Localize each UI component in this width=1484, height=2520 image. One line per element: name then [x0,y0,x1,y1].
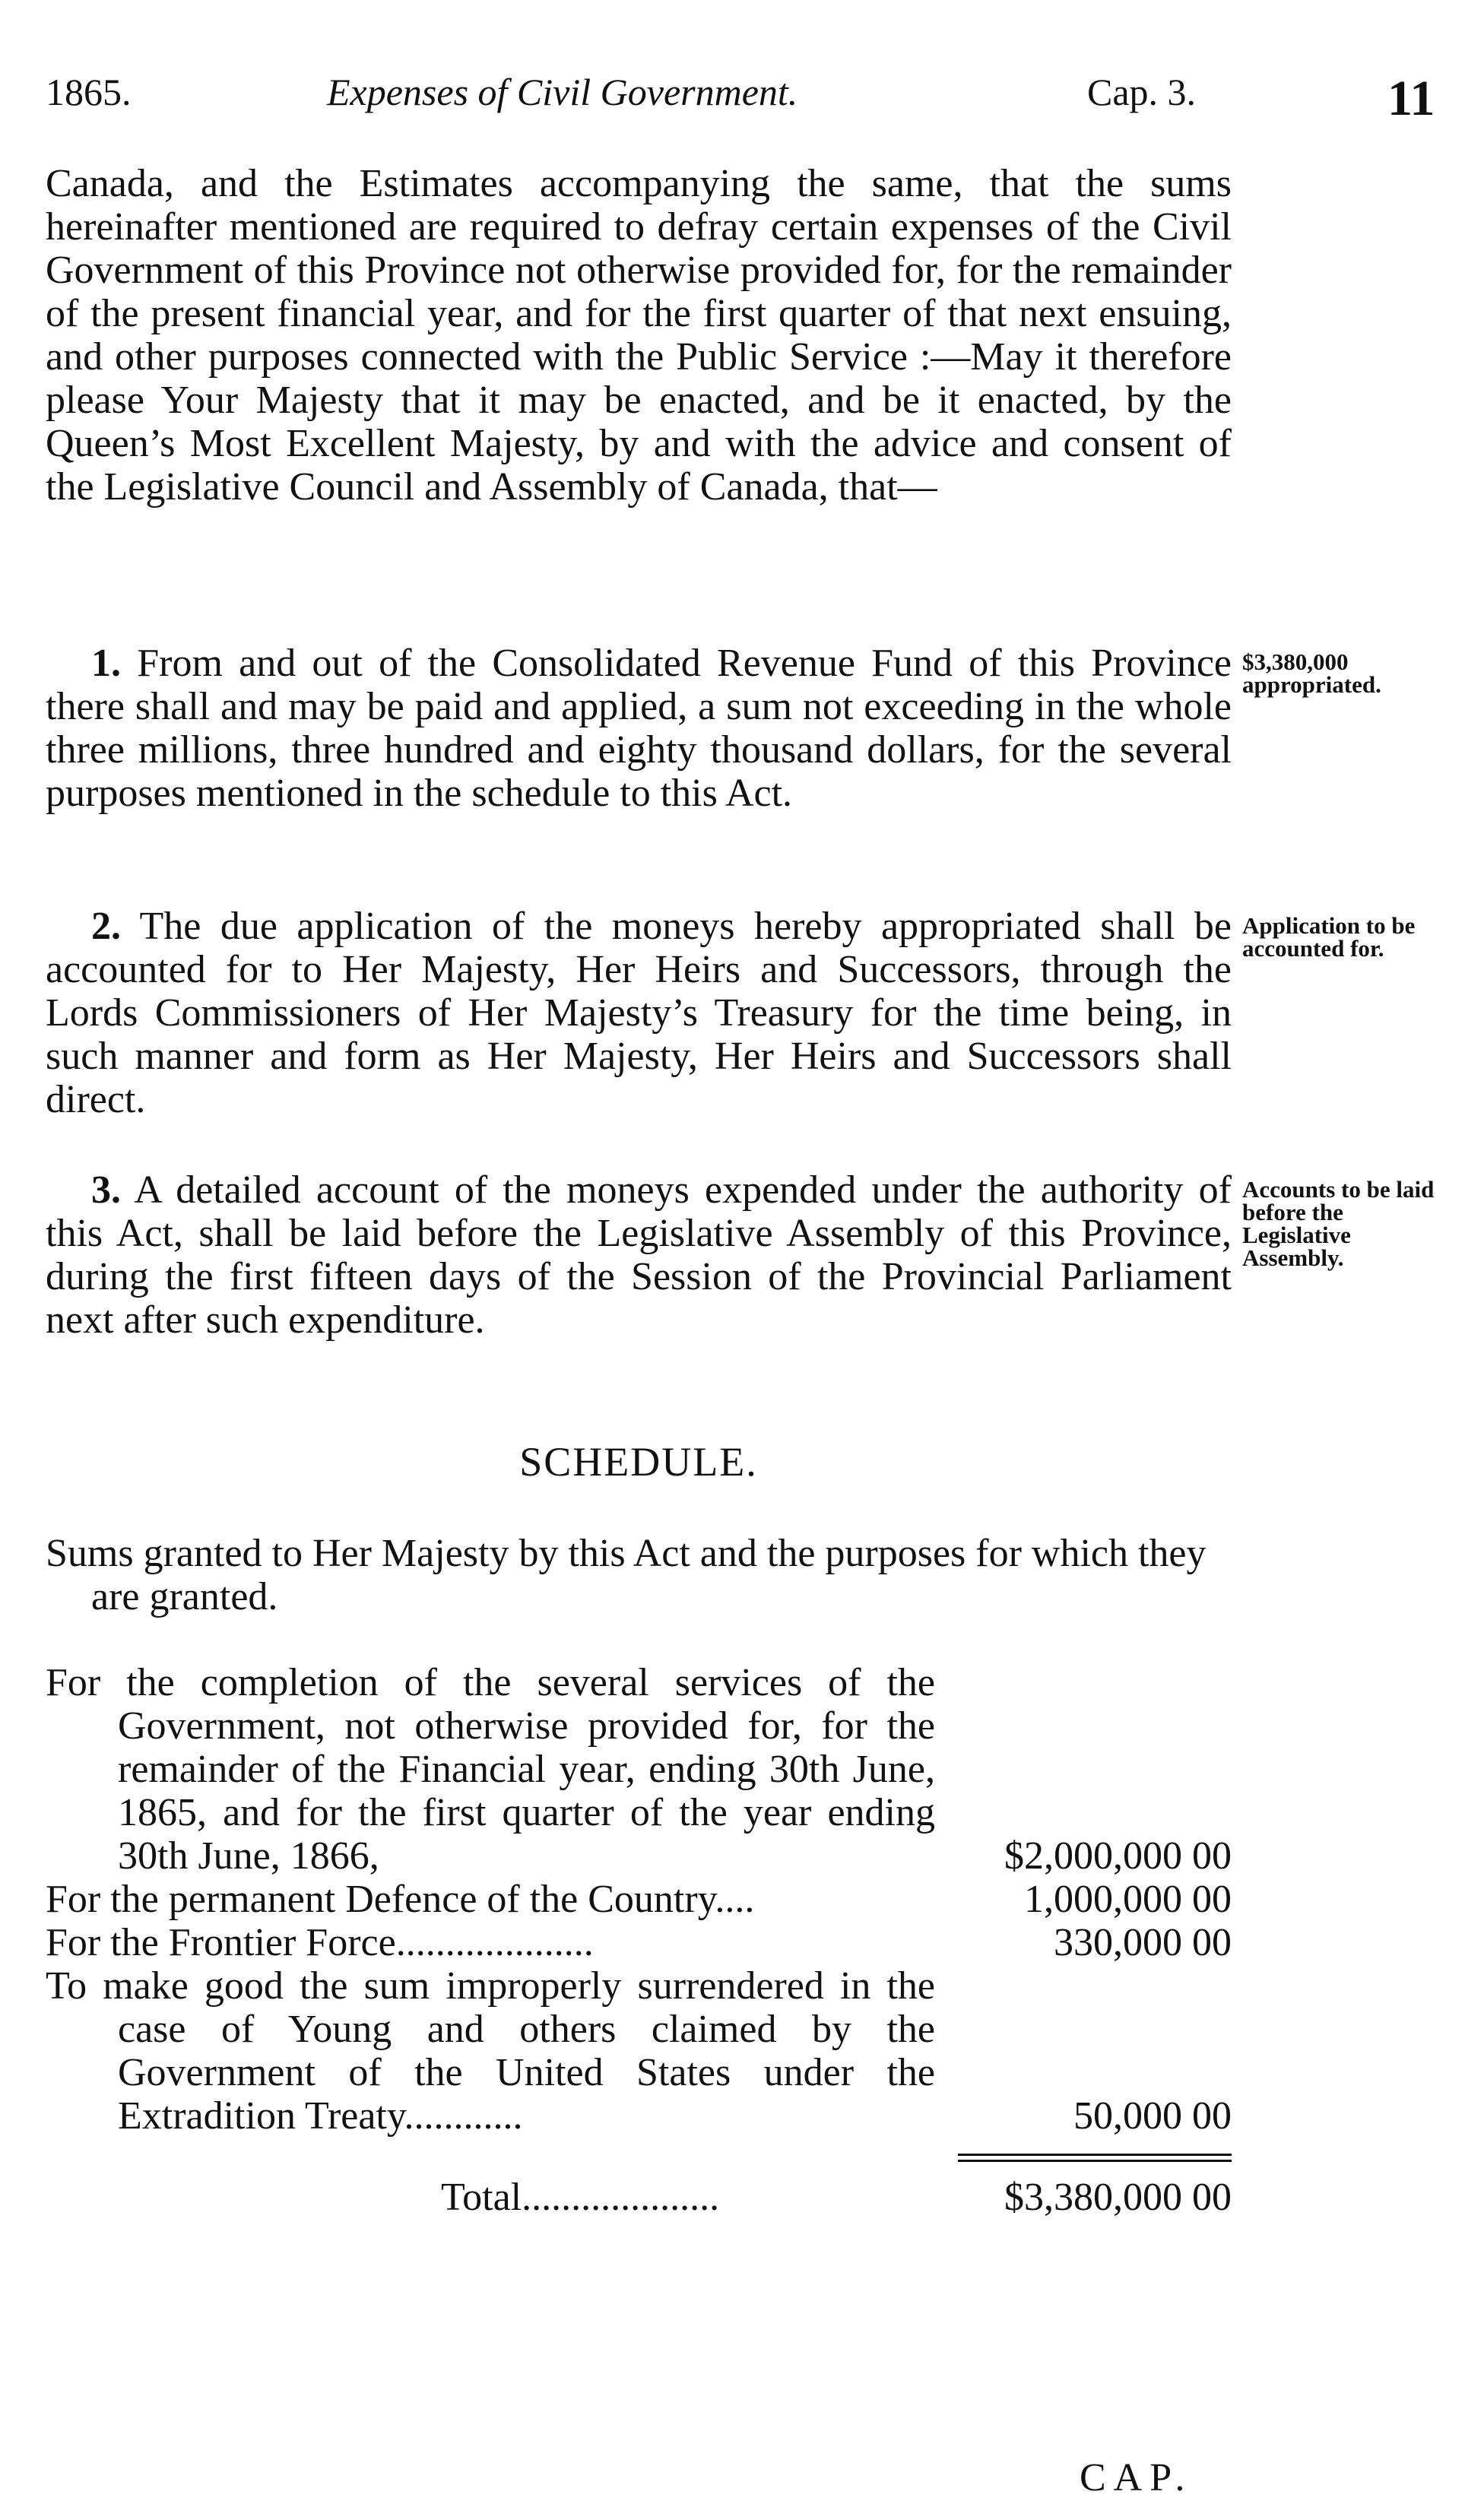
running-header [46,70,1437,131]
total-label: Total.................... [441,2176,720,2219]
section-1-number: 1. [91,642,121,685]
schedule-item-description: For the Frontier Force.................... [46,1921,594,1964]
schedule-item [46,1661,1232,1878]
page-number: 11 [1387,71,1435,126]
schedule-item-amount: 50,000 00 [1073,2094,1232,2138]
schedule-item-amount: 1,000,000 00 [1024,1878,1232,1921]
section-1 [46,642,1232,815]
section-3-text: A detailed account of the moneys expended under the authority of this Act, shall be laid before the Legislative Assembly of this Province, during the first fifteen days of the Session of the Provincial Parliament next after such expenditure. [46,1168,1232,1342]
schedule-title: SCHEDULE. [519,1439,758,1485]
schedule-item-description: To make good the sum improperly surrendered in the case of Young and others claimed by the Government of the United States under the Extradition Treaty............ [46,1964,935,2138]
schedule-item-description: For the permanent Defence of the Country.... [46,1878,755,1921]
section-2-number: 2. [91,905,121,948]
total-amount: $3,380,000 00 [1004,2176,1232,2219]
section-3-number: 3. [91,1168,121,1212]
schedule-intro: Sums granted to Her Majesty by this Act and the purposes for which they are granted. [46,1532,1207,1618]
schedule-item-amount: 330,000 00 [1054,1921,1232,1964]
section-3 [46,1168,1232,1342]
header-year: 1865. [46,71,132,113]
preamble-paragraph: Canada, and the Estimates accompanying the same, that the sums hereinafter mentioned are required to defray certain expenses of the Civil Government of this Province not otherwise provided for, for the remainder of the present financial year, and for the first quarter of that next ensuing, and other purposes connected with the Public Service :—May it therefore please Your Majesty that it may be enacted, and be it enacted, by the Queen’s Most Excellent Majesty, by and with the advice and consent of the Legislative Council and Assembly of Canada, that— [46,162,1232,509]
schedule-item [46,1964,1232,2138]
total-rule-double [958,2160,1232,2162]
schedule-item [46,1878,1232,1921]
schedule-item-description: For the completion of the several services of the Government, not otherwise provided for, for the remainder of the Financial year, ending 30th June, 1865, and for the first quarter of the year ending 30th June, 1866, [46,1661,935,1878]
header-title: Expenses of Civil Government. [327,71,798,113]
section-2 [46,905,1232,1121]
margin-note-1: $3,380,000 appropriated. [1242,648,1381,698]
schedule-item [46,1921,1232,1964]
section-2-text: The due application of the moneys hereby appropriated shall be accounted for to Her Majesty, Her Heirs and Successors, through the Lords Commissioners of Her Majesty’s Treasury for the time being, in such manner and form as Her Majesty, Her Heirs and Successors shall direct. [46,905,1232,1121]
margin-note-3: Accounts to be laid before the Legislative Assembly. [1242,1176,1435,1271]
schedule-item-amount: $2,000,000 00 [1004,1834,1232,1878]
catchword: CAP. [1080,2456,1193,2499]
margin-note-2: Application to be accounted for. [1242,912,1416,962]
total-rule [958,2154,1232,2156]
header-chapter: Cap. 3. [1087,71,1197,113]
section-1-text: From and out of the Consolidated Revenue Fund of this Province there shall and may be paid and applied, a sum not exceeding in the whole three millions, three hundred and eighty thousand dollars, for the several purposes mentioned in the schedule to this Act. [46,642,1232,815]
